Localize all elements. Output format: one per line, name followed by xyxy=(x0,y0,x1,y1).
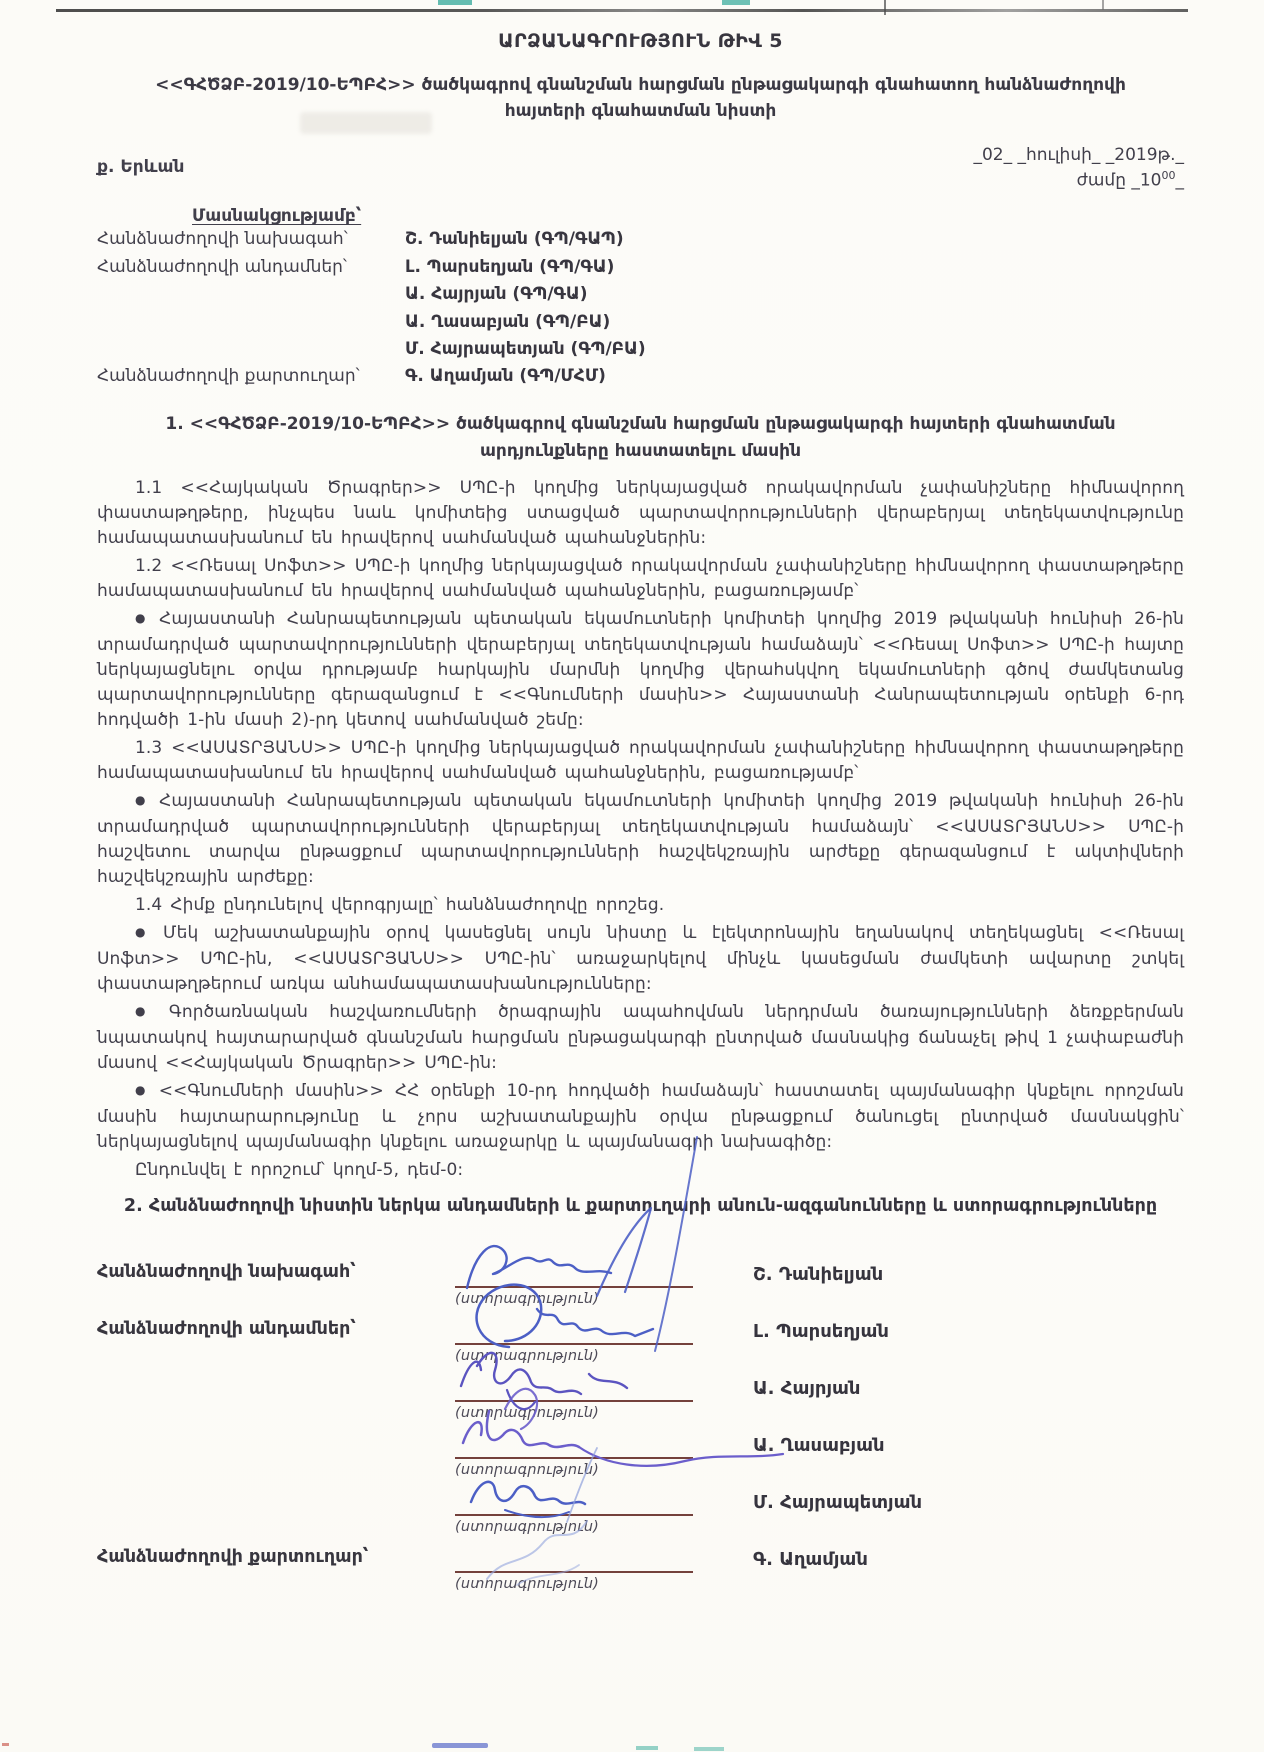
participant-name: Ա. Ղասաբյան (ԳՊ/ԲԱ) xyxy=(405,311,611,332)
time-trailing: _ xyxy=(1175,170,1184,191)
signature-role xyxy=(97,1427,455,1478)
section1-heading: 1. <<ԳՀԾՁԲ-2019/10-ԵՊԲՀ>> ծածկագրով գնանշման հարցման ընթացակարգի հայտերի գնահատման արդյունքները հաստատելու մասին xyxy=(165,413,1116,461)
paragraph-text: <<Գնումների մասին>> ՀՀ օրենքի 10-րդ հոդվածի համաձայն՝ հաստատել պայմանագիր կնքելու որոշման մասին հայտարարությունը և չորս աշխատանքային օրվա ընթացքում ծանուցել ընտրված մասնակցին՝ ներկայացնելով պայմանագիր կնքելու առաջարկը և պայմանագրի նախագիծը: xyxy=(97,1081,1184,1153)
date-block xyxy=(973,143,1184,195)
signature-line xyxy=(455,1427,693,1459)
document-title: ԱՐՁԱՆԱԳՐՈՒԹՅՈՒՆ ԹԻՎ 5 xyxy=(498,30,783,52)
signature-line xyxy=(455,1484,693,1516)
time-superscript: 00 xyxy=(1161,169,1176,183)
signature-caption: (ստորագրություն) xyxy=(455,1291,599,1307)
paragraph xyxy=(97,736,1184,786)
signatory-name: Ա. Հայրյան xyxy=(753,1378,861,1399)
section2-heading: 2. Հանձնաժողովի նիստին ներկա անդամների և քարտուղարի անուն-ազգանունները և ստորագրությունները xyxy=(123,1196,1158,1216)
signature-role xyxy=(97,1484,455,1535)
signature-line xyxy=(455,1370,693,1402)
handwritten-signature xyxy=(447,1210,697,1300)
participants-block xyxy=(97,206,1184,390)
bullet-paragraph xyxy=(97,1079,1184,1155)
section1-body xyxy=(97,476,1184,1183)
paragraph xyxy=(97,893,1184,918)
participant-role: Հանձնաժողովի նախագահ՝ xyxy=(97,229,348,250)
participant-row xyxy=(97,281,1184,308)
bullet-paragraph xyxy=(97,1000,1184,1076)
signature-row xyxy=(97,1484,1184,1535)
signature-area xyxy=(455,1427,693,1478)
bullet-marker: ● xyxy=(135,793,150,808)
decision-line xyxy=(97,1158,1184,1183)
signature-role: Հանձնաժողովի անդամներ՝ xyxy=(97,1319,356,1339)
bullet-marker: ● xyxy=(135,1083,149,1098)
participant-role xyxy=(97,309,405,336)
participant-row xyxy=(97,336,1184,363)
scan-color-artifact xyxy=(722,0,750,5)
paragraph-text: Հայաստանի Հանրապետության պետական եկամուտների կոմիտեի կողմից 2019 թվականի հունիսի 26-ին տրամադրված պարտավորությունների վերաբերյալ տեղեկատվության համաձայն՝ <<Ռեսալ Սոֆտ>> ՍՊԸ-ի հայտը ներկայացնելու օրվա դրությամբ հարկային մարմնի կողմից վերահսկվող եկամուտների գծով ժամկետանց պարտավորությունները գերազանցում է <<Գնումների մասին>> Հայաստանի Հանրապետության օրենքի 6-րդ հոդվածի 1-ին մասի 2)-րդ կետով սահմանված շեմը: xyxy=(97,609,1184,731)
signature-caption: (ստորագրություն) xyxy=(455,1405,599,1421)
signatory-name: Լ. Պարսեղյան xyxy=(753,1321,889,1342)
participant-name: Ա. Հայրյան (ԳՊ/ԳԱ) xyxy=(405,284,588,305)
signature-area xyxy=(455,1541,693,1592)
participant-name: Լ. Պարսեղյան (ԳՊ/ԳԱ) xyxy=(405,256,615,277)
signature-caption: (ստորագրություն) xyxy=(455,1576,599,1592)
time-line xyxy=(973,168,1184,194)
scan-color-artifact xyxy=(2,1743,9,1746)
signature-row xyxy=(97,1313,1184,1364)
scan-color-artifact xyxy=(694,1747,724,1751)
signature-role: Հանձնաժողովի նախագահ՝ xyxy=(97,1262,356,1282)
signature-row xyxy=(97,1541,1184,1592)
signature-line xyxy=(455,1313,693,1345)
document-content xyxy=(0,30,1264,1183)
scan-color-artifact xyxy=(432,1743,488,1748)
bullet-marker: ● xyxy=(135,611,150,626)
signature-area xyxy=(455,1484,693,1535)
signature-line xyxy=(455,1256,693,1288)
scan-color-artifact xyxy=(438,0,472,5)
signature-row xyxy=(97,1370,1184,1421)
city-label: ք. Երևան xyxy=(97,156,185,177)
signature-row xyxy=(97,1427,1184,1478)
signature-caption: (ստորագրություն) xyxy=(455,1462,599,1478)
signature-caption: (ստորագրություն) xyxy=(455,1348,599,1364)
document-subtitle: <<ԳՀԾՁԲ-2019/10-ԵՊԲՀ>> ծածկագրով գնանշման հարցման ընթացակարգի գնահատող հանձնաժողովի հայտերի գնահատման նիստի xyxy=(155,75,1126,122)
paragraph-text: 1.1 <<Հայկական Ծրագրեր>> ՍՊԸ-ի կողմից ներկայացված որակավորման չափանիշները հիմնավորող փաստաթղթերը, ինչպես նաև կոմիտեից ստացված պարտավորությունների վերաբերյալ տեղեկատվությունը համապատասխանում են հրավերով սահմանված պահանջներին: xyxy=(97,478,1184,549)
signatory-name: Ա. Ղասաբյան xyxy=(753,1435,885,1456)
scan-tick-artifact xyxy=(1102,0,1104,10)
signature-caption: (ստորագրություն) xyxy=(455,1519,599,1535)
signature-rows xyxy=(97,1256,1184,1592)
time-label: ժամը _10 xyxy=(1076,170,1162,191)
paragraph-text: Մեկ աշխատանքային օրով կասեցնել սույն նիստը և էլեկտրոնային եղանակով տեղեկացնել <<Ռեսալ Սոֆտ>> ՍՊԸ-ին, <<ԱՍԱՏՐՅԱՆՍ>> ՍՊԸ-ին՝ առաջարկելով մինչև կասեցման ժամկետի ավարտը շտկել փաստաթղթերում առկա անհամապատասխանությունները: xyxy=(97,923,1184,995)
signatory-name: Գ. Աղամյան xyxy=(753,1549,868,1570)
bullet-marker: ● xyxy=(135,1004,159,1019)
scan-smudge-artifact xyxy=(300,112,432,134)
paragraph-text: 1.2 <<Ռեսալ Սոֆտ>> ՍՊԸ-ի կողմից ներկայացված որակավորման չափանիշները հիմնավորող փաստաթղթերը համապատասխանում են հրավերով սահմանված պահանջներին, բացառությամբ՝ xyxy=(97,556,1184,602)
signature-area xyxy=(455,1256,693,1307)
bullet-paragraph xyxy=(97,921,1184,997)
participant-row xyxy=(97,309,1184,336)
signature-role: Հանձնաժողովի քարտուղար՝ xyxy=(97,1547,369,1567)
paragraph-text: Գործառնական հաշվառումների ծրագրային ապահովման ներդրման ծառայությունների ձեռքբերման նպատակով հայտարարված գնանշման հարցման ընթացակարգի ընտրված մասնակից ճանաչել թիվ 1 չափաբաժնի մասով <<Հայկական Ծրագրեր>> ՍՊԸ-ին: xyxy=(97,1002,1184,1074)
bullet-paragraph xyxy=(97,607,1184,733)
scan-color-artifact xyxy=(636,1746,658,1750)
participant-role xyxy=(97,281,405,308)
signatory-name: Մ. Հայրապետյան xyxy=(753,1492,923,1513)
participant-row xyxy=(97,226,1184,253)
signatures-section xyxy=(0,1196,1264,1598)
scan-tick-artifact xyxy=(884,0,886,15)
participant-name: Գ. Աղամյան (ԳՊ/ՄՀՄ) xyxy=(405,366,606,387)
signature-role xyxy=(97,1370,455,1421)
date-line: _02_ _հուլիսի_ _2019թ._ xyxy=(973,144,1184,165)
paragraph-text: 1.3 <<ԱՍԱՏՐՅԱՆՍ>> ՍՊԸ-ի կողմից ներկայացված որակավորման չափանիշները հիմնավորող փաստաթղթերը համապատասխանում են հրավերով սահմանված պահանջներին, բացառությամբ՝ xyxy=(97,738,1184,784)
participant-row xyxy=(97,363,1184,390)
signature-row xyxy=(97,1256,1184,1307)
participant-role: Հանձնաժողովի քարտուղար՝ xyxy=(97,366,360,387)
participant-name: Շ. Դանիելյան (ԳՊ/ԳԱՊ) xyxy=(405,229,624,250)
scan-line-artifact xyxy=(56,9,1188,12)
signature-area xyxy=(455,1313,693,1364)
participant-role xyxy=(97,336,405,363)
paragraph-text: Ընդունվել է որոշում՝ կողմ-5, դեմ-0: xyxy=(135,1160,464,1181)
paragraph xyxy=(97,554,1184,604)
paragraph xyxy=(97,476,1184,551)
bullet-paragraph xyxy=(97,789,1184,890)
paragraph-text: Հայաստանի Հանրապետության պետական եկամուտների կոմիտեի կողմից 2019 թվականի հունիսի 26-ին տրամադրված պարտավորությունների վերաբերյալ տեղեկատվության համաձայն՝ <<ԱՍԱՏՐՅԱՆՍ>> ՍՊԸ-ի հաշվետու տարվա ընթացքում պարտավորությունների հաշվեկշռային արժեքը գերազանցում է ակտիվների հաշվեկշռային արժեքը: xyxy=(97,791,1184,888)
participant-name: Մ. Հայրապետյան (ԳՊ/ԲԱ) xyxy=(405,338,646,359)
participant-row xyxy=(97,254,1184,281)
signatory-name: Շ. Դանիելյան xyxy=(753,1264,884,1285)
paragraph-text: 1.4 Հիմք ընդունելով վերոգրյալը՝ հանձնաժողովը որոշեց. xyxy=(135,895,665,916)
signature-line xyxy=(455,1541,693,1573)
bullet-marker: ● xyxy=(135,925,154,940)
participant-role: Հանձնաժողովի անդամներ՝ xyxy=(97,256,347,277)
signature-area xyxy=(455,1370,693,1421)
place-date-row xyxy=(97,143,1184,195)
participants-heading: Մասնակցությամբ՝ xyxy=(192,206,362,227)
